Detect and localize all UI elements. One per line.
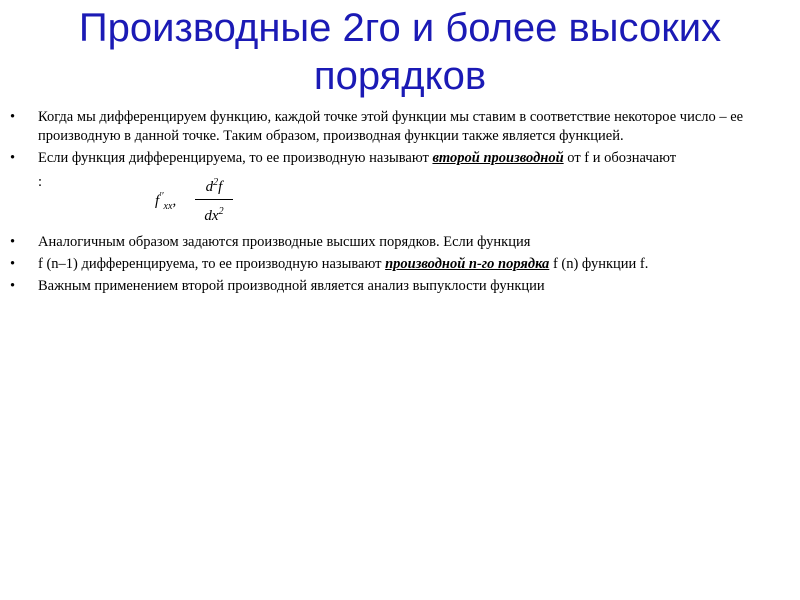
bullet-marker: • <box>10 109 16 125</box>
bullet-item-3 <box>10 233 790 252</box>
bullet-emphasis: производной n-го порядка <box>385 256 550 272</box>
bullet-marker: • <box>10 234 16 250</box>
bullet-item-4 <box>10 255 790 274</box>
bullet-text <box>38 255 790 274</box>
formula-f-double-prime <box>155 187 176 216</box>
denominator-power: 2 <box>218 206 224 217</box>
numerator-d: d <box>205 179 214 195</box>
formula-numerator <box>195 173 233 197</box>
bullet-text: Аналогичным образом задаются производные высших порядков. Если функция <box>38 234 531 250</box>
numerator-power: 2 <box>213 177 219 188</box>
fraction-bar <box>195 199 233 200</box>
bullet-item-1 <box>10 108 790 146</box>
bullet-text <box>38 149 790 168</box>
bullet-text-before: Если функция дифференцируема, то ее производную называют <box>38 150 433 166</box>
bullet-marker: • <box>10 278 16 294</box>
bullet-item-2 <box>10 149 790 168</box>
bullet-marker: • <box>10 150 16 166</box>
numerator-f: f <box>218 179 223 195</box>
formula-f: f <box>155 193 160 209</box>
slide-title: Производные 2го и более высоких порядков <box>78 6 722 98</box>
bullet-text: Когда мы дифференцируем функцию, каждой точке этой функции мы ставим в соответствие некоторое число – ее производную в данной точке. Таким образом, производная функции также является функцией. <box>38 109 744 144</box>
formula-subscript: xx <box>163 201 173 212</box>
formula-line <box>10 171 790 233</box>
bullet-text-after: от f и обозначают <box>563 150 677 166</box>
formula-colon: : <box>38 174 43 190</box>
bullet-text-after: f (n) функции f. <box>549 256 649 272</box>
slide-content <box>10 108 790 299</box>
bullet-text: Важным применением второй производной является анализ выпуклости функции <box>38 278 545 294</box>
denominator-dx: dx <box>204 208 219 224</box>
bullet-text-before: f (n–1) дифференцируема, то ее производную называют <box>38 256 386 272</box>
formula-separator: , <box>172 193 177 209</box>
formula-denominator <box>195 202 233 226</box>
bullet-emphasis: второй производной <box>432 150 564 166</box>
formula-primes: ′′ <box>159 191 164 202</box>
bullet-marker: • <box>10 256 16 272</box>
bullet-item-5 <box>10 277 790 296</box>
formula-fraction <box>195 173 233 226</box>
